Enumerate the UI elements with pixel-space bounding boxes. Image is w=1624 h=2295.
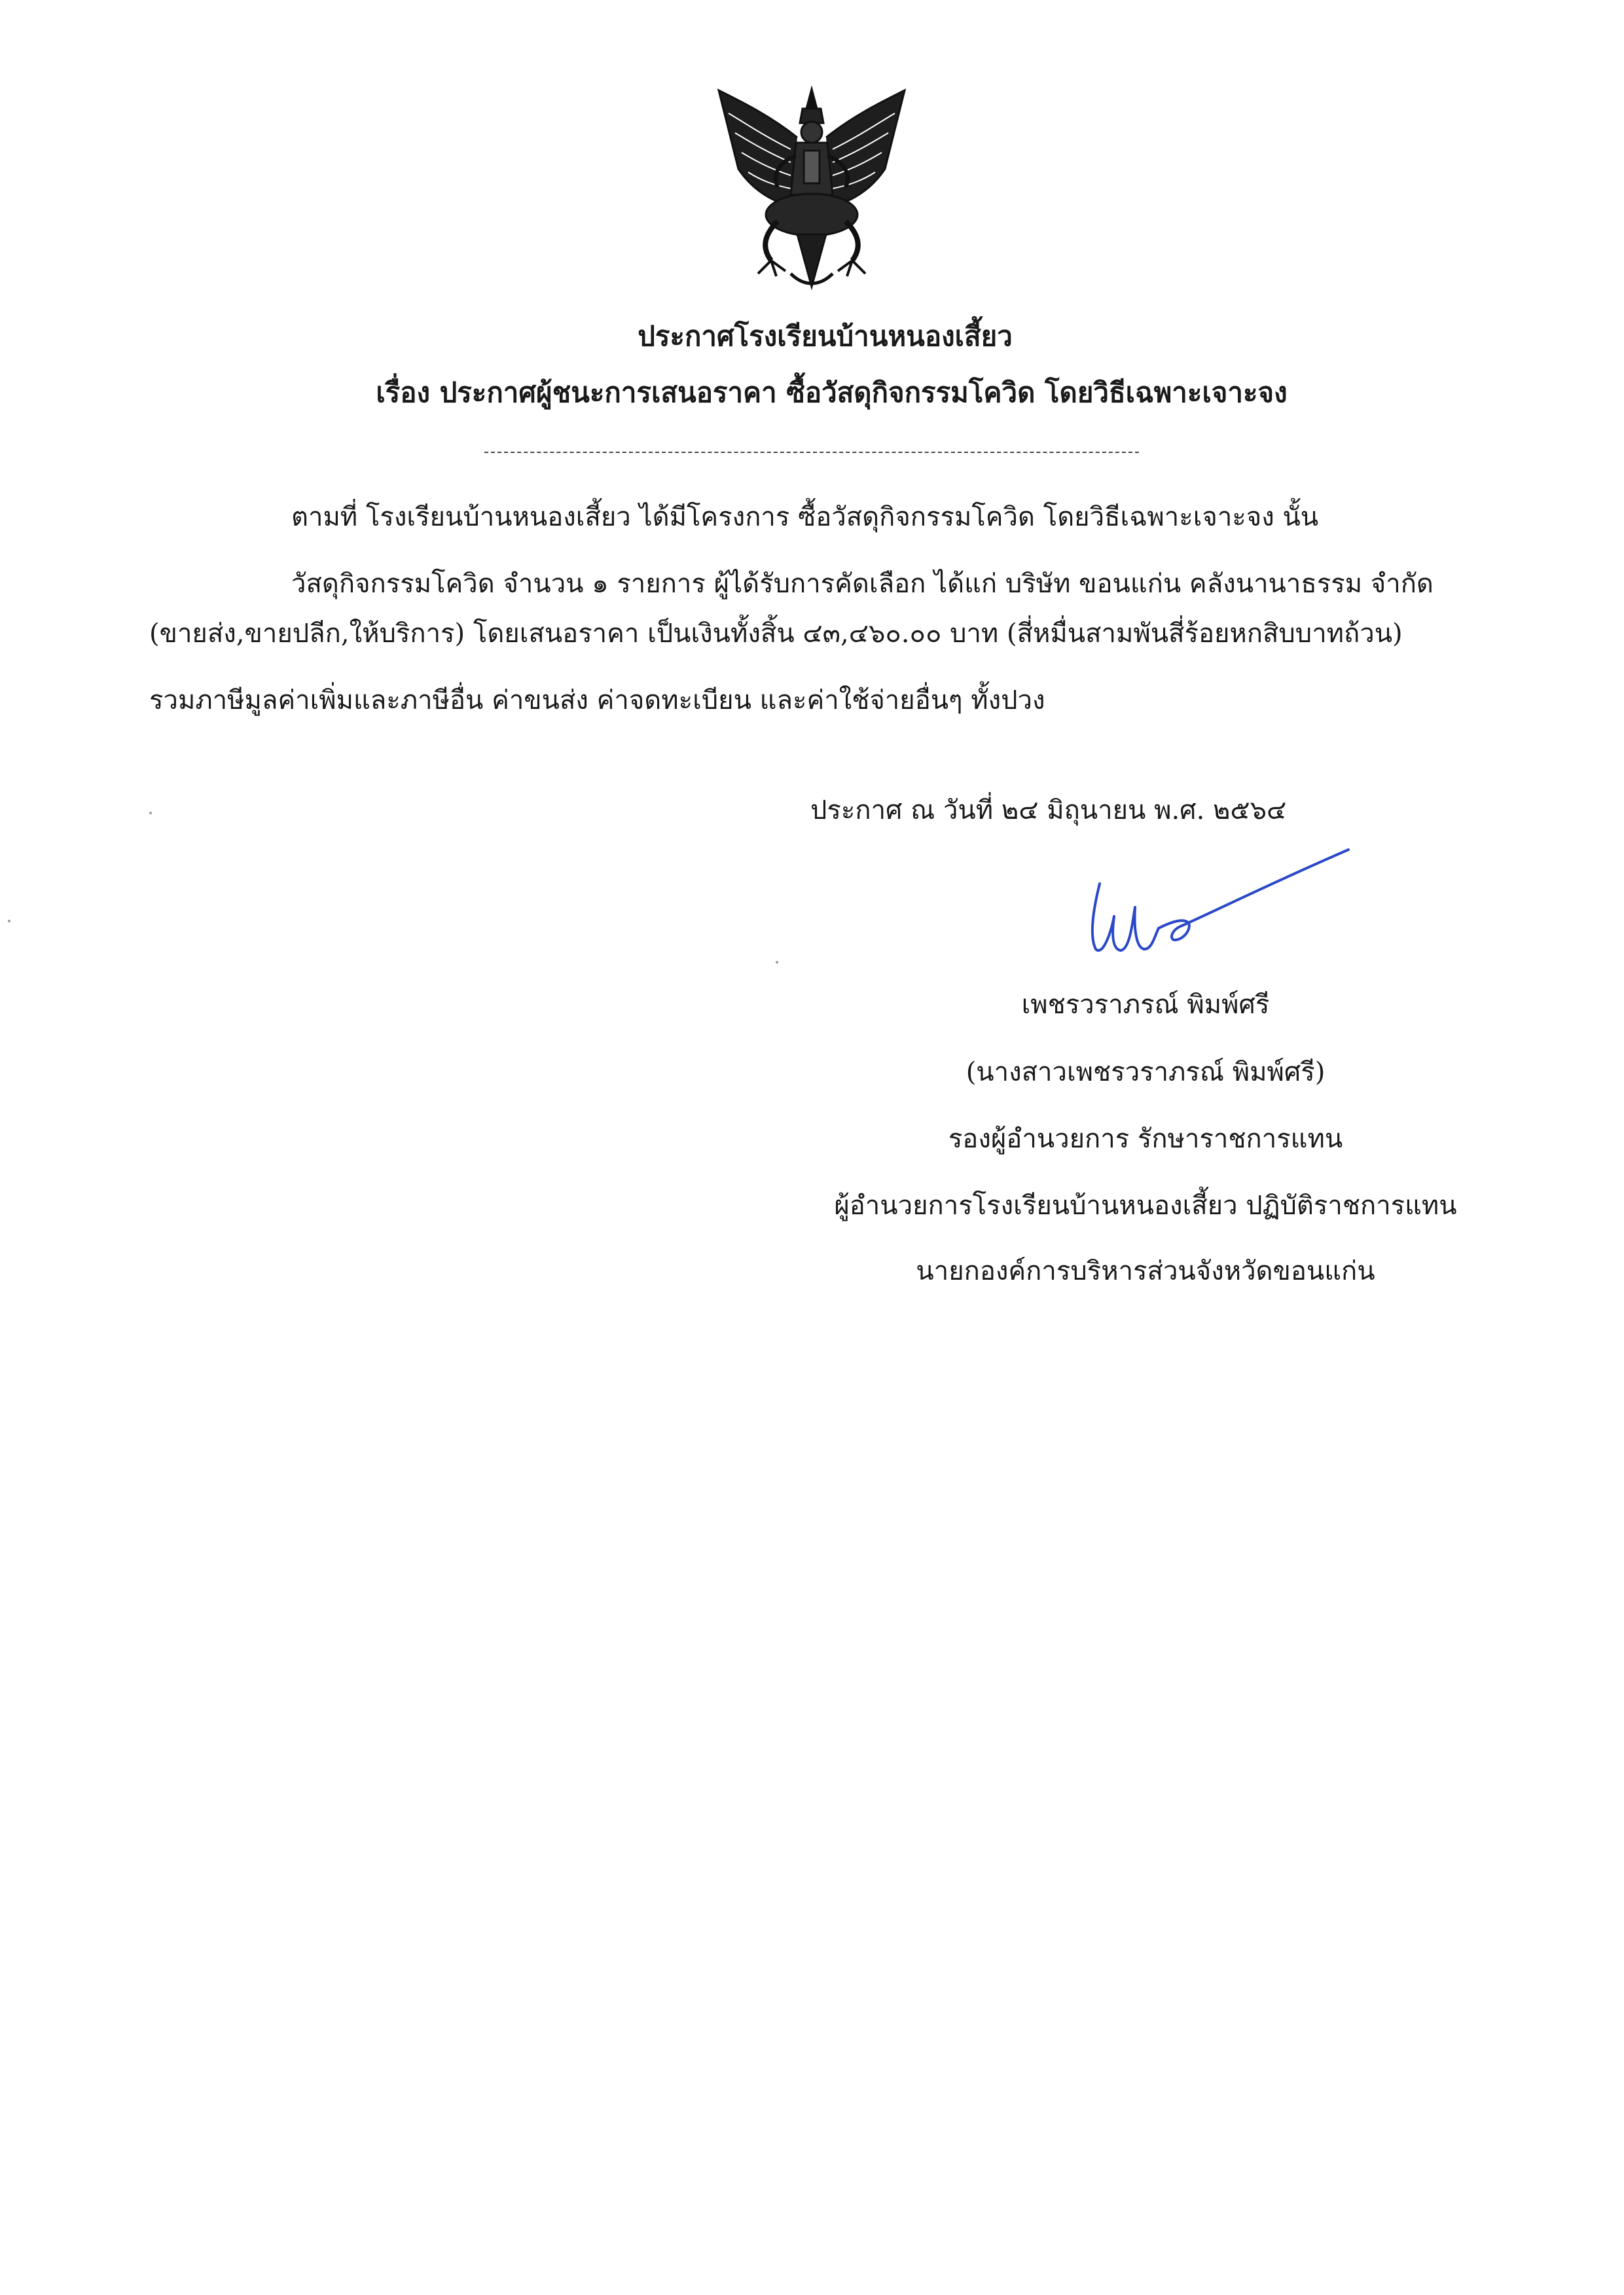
- document-subject: เรื่อง ประกาศผู้ชนะการเสนอราคา ซื้อวัสดุกิจกรรมโควิด โดยวิธีเฉพาะเจาะจง: [376, 376, 1288, 408]
- announcement-date: ประกาศ ณ วันที่ ๒๔ มิถุนายน พ.ศ. ๒๕๖๔: [810, 795, 1287, 825]
- signatory-position-3: นายกองค์การบริหารส่วนจังหวัดขอนแก่น: [916, 1256, 1375, 1286]
- paragraph-2-line-1: วัสดุกิจกรรมโควิด จำนวน ๑ รายการ ผู้ได้รับการคัดเลือก ได้แก่ บริษัท ขอนแก่น คลังนานาธรรม จำกัด: [291, 569, 1434, 599]
- signatory-position-2: ผู้อำนวยการโรงเรียนบ้านหนองเสี้ยว ปฏิบัติราชการแทน: [834, 1191, 1457, 1221]
- paragraph-1: ตามที่ โรงเรียนบ้านหนองเสี้ยว ได้มีโครงการ ซื้อวัสดุกิจกรรมโควิด โดยวิธีเฉพาะเจาะจง นั้น: [291, 502, 1319, 532]
- scan-speck: [8, 920, 10, 922]
- garuda-emblem-icon: [699, 77, 925, 303]
- divider-rule: [484, 452, 1139, 453]
- scan-speck: [776, 961, 778, 964]
- document-title: ประกาศโรงเรียนบ้านหนองเสี้ยว: [638, 320, 1013, 352]
- paragraph-2-line-3: รวมภาษีมูลค่าเพิ่มและภาษีอื่น ค่าขนส่ง ค่าจดทะเบียน และค่าใช้จ่ายอื่นๆ ทั้งปวง: [149, 685, 1045, 715]
- handwritten-signature-icon: [1074, 844, 1362, 969]
- signed-name: เพชรวราภรณ์ พิมพ์ศรี: [1021, 990, 1270, 1020]
- signatory-position-1: รองผู้อำนวยการ รักษาราชการแทน: [948, 1124, 1343, 1154]
- scan-speck: [149, 812, 152, 814]
- paragraph-2-line-2: (ขายส่ง,ขายปลีก,ให้บริการ) โดยเสนอราคา เป็นเงินทั้งสิ้น ๔๓,๔๖๐.๐๐ บาท (สี่หมื่นสามพันสี่ร้อยหกสิบบาทถ้วน): [149, 619, 1403, 649]
- signatory-full-name: (นางสาวเพชรวราภรณ์ พิมพ์ศรี): [965, 1057, 1326, 1087]
